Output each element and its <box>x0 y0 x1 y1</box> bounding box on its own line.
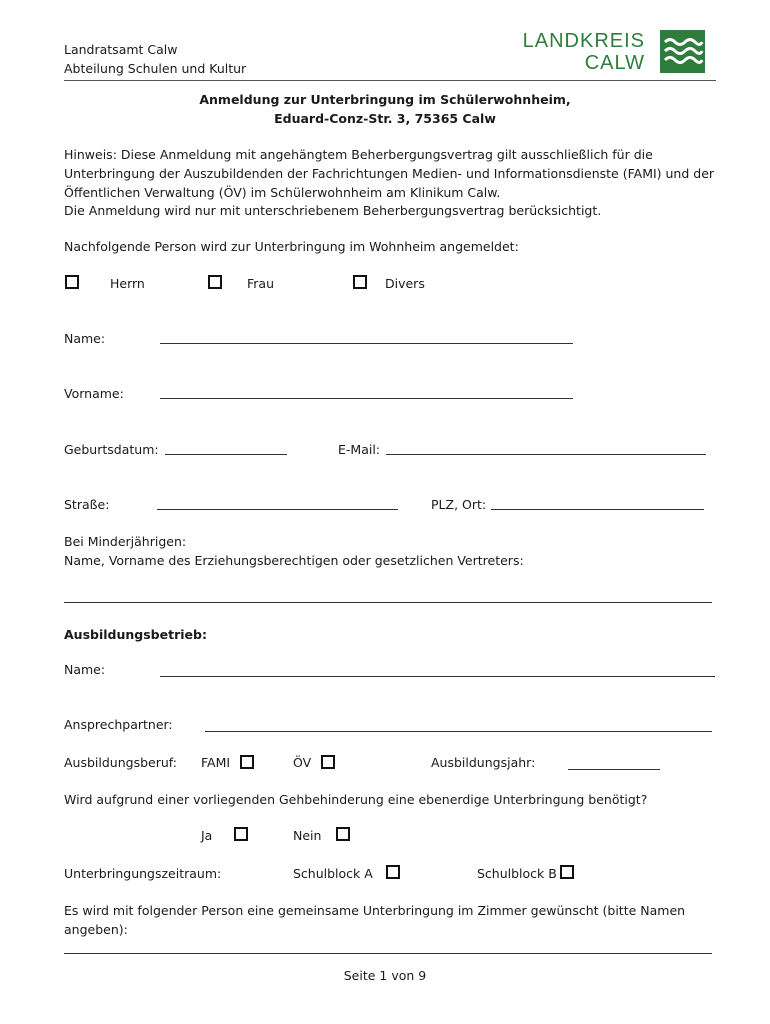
period-label: Unterbringungszeitraum: <box>64 866 222 881</box>
divers-checkbox[interactable] <box>353 275 367 289</box>
title-line-2: Eduard-Conz-Str. 3, 75365 Calw <box>274 111 496 126</box>
fami-label: FAMI <box>201 755 231 770</box>
ja-checkbox[interactable] <box>234 827 248 841</box>
block-a-label: Schulblock A <box>293 866 373 881</box>
email-label: E-Mail: <box>338 442 381 457</box>
contact-field[interactable] <box>205 731 712 732</box>
herrn-checkbox[interactable] <box>65 275 79 289</box>
notice-line-1: Hinweis: Diese Anmeldung mit angehängtem Beherbergungsvertrag gilt ausschließlich für die <box>64 147 653 162</box>
plz-ort-field[interactable] <box>491 509 704 510</box>
beruf-label: Ausbildungsberuf: <box>64 755 177 770</box>
logo-text-2: CALW <box>584 52 645 74</box>
company-name-label: Name: <box>64 662 106 677</box>
company-name-field[interactable] <box>160 676 715 677</box>
name-field[interactable] <box>160 343 573 344</box>
company-heading: Ausbildungsbetrieb: <box>64 627 207 642</box>
org-line-2: Abteilung Schulen und Kultur <box>64 61 247 76</box>
herrn-label: Herrn <box>110 276 145 291</box>
guardian-field[interactable] <box>64 602 712 603</box>
ja-label: Ja <box>201 828 213 843</box>
notice-line-2: Unterbringung der Auszubildenden der Fachrichtungen Medien- und Informationsdienste (FAMI) und der <box>64 166 715 181</box>
vorname-label: Vorname: <box>64 386 124 401</box>
logo-text-1: LANDKREIS <box>522 30 645 52</box>
notice-line-4: Die Anmeldung wird nur mit unterschriebenem Beherbergungsvertrag berücksichtigt. <box>64 203 602 218</box>
block-b-label: Schulblock B <box>477 866 557 881</box>
jahr-field[interactable] <box>568 769 660 770</box>
plz-ort-label: PLZ, Ort: <box>431 497 487 512</box>
minor-description: Name, Vorname des Erziehungsberechtigen oder gesetzlichen Vertreters: <box>64 553 524 568</box>
org-line-1: Landratsamt Calw <box>64 42 178 57</box>
intro-text: Nachfolgende Person wird zur Unterbringung im Wohnheim angemeldet: <box>64 239 519 254</box>
block-b-checkbox[interactable] <box>560 865 574 879</box>
nein-label: Nein <box>293 828 322 843</box>
logo <box>520 30 705 74</box>
ov-label: ÖV <box>293 755 312 770</box>
strasse-field[interactable] <box>157 509 398 510</box>
jahr-label: Ausbildungsjahr: <box>431 755 536 770</box>
title-line-1: Anmeldung zur Unterbringung im Schülerwohnheim, <box>199 92 571 107</box>
geburtsdatum-field[interactable] <box>165 454 287 455</box>
roommate-line-2: angeben): <box>64 922 128 937</box>
notice-line-3: Öffentlichen Verwaltung (ÖV) im Schülerwohnheim am Klinikum Calw. <box>64 185 501 200</box>
roommate-line-1: Es wird mit folgender Person eine gemeinsame Unterbringung im Zimmer gewünscht (bitte Namen <box>64 903 686 918</box>
divers-label: Divers <box>385 276 425 291</box>
contact-label: Ansprechpartner: <box>64 717 173 732</box>
disability-question: Wird aufgrund einer vorliegenden Gehbehinderung eine ebenerdige Unterbringung benötigt? <box>64 792 648 807</box>
fami-checkbox[interactable] <box>240 755 254 769</box>
strasse-label: Straße: <box>64 497 110 512</box>
roommate-field[interactable] <box>64 953 712 954</box>
name-label: Name: <box>64 331 106 346</box>
page-number: Seite 1 von 9 <box>343 968 427 983</box>
frau-label: Frau <box>247 276 275 291</box>
nein-checkbox[interactable] <box>336 827 350 841</box>
vorname-field[interactable] <box>160 398 573 399</box>
geburtsdatum-label: Geburtsdatum: <box>64 442 159 457</box>
frau-checkbox[interactable] <box>208 275 222 289</box>
ov-checkbox[interactable] <box>321 755 335 769</box>
wave-logo-icon <box>660 30 705 73</box>
block-a-checkbox[interactable] <box>386 865 400 879</box>
email-field[interactable] <box>386 454 706 455</box>
minor-heading: Bei Minderjährigen: <box>64 534 187 549</box>
header-rule <box>64 80 716 81</box>
